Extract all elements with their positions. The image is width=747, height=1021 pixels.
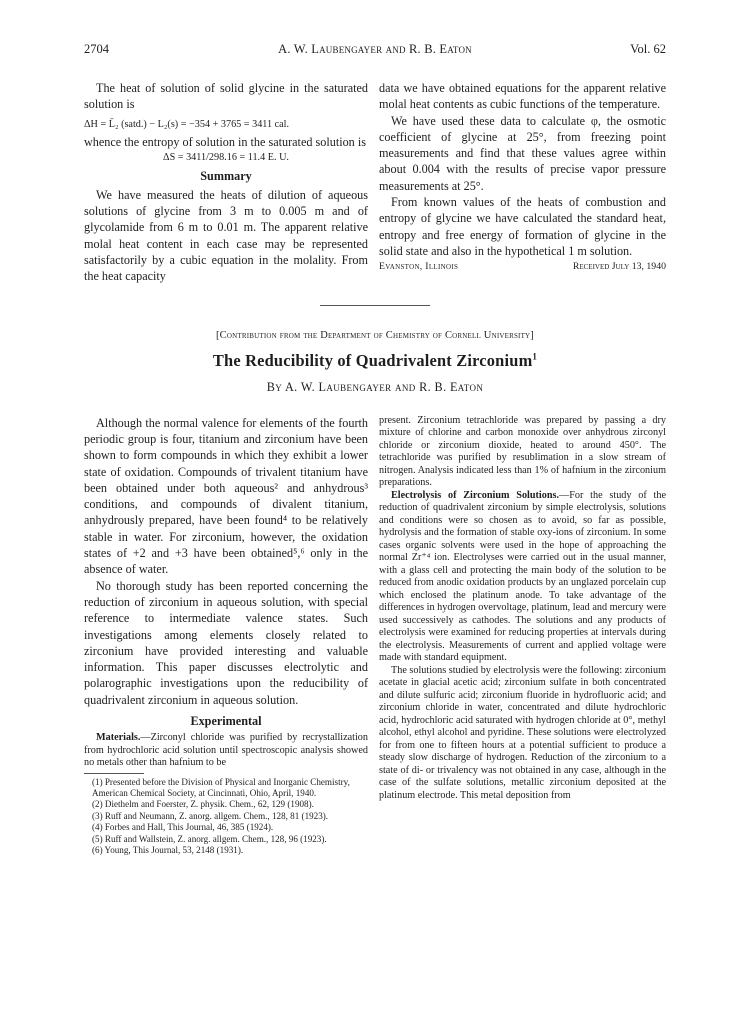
- footnote-6: (6) Young, This Journal, 53, 2148 (1931).: [92, 844, 244, 855]
- running-head: [84, 42, 666, 62]
- electrolysis-text: —For the study of the reduction of quadrivalent zirconium by simple electrolysis, solutions and conditions were so chosen as to avoid, so far as possible, hydrolysis and the formation of stable oxy-ions of zirconium. In some cases organic solvents were used in the hope of approaching the normal Zr⁺⁴ ion. Electrolyses were carried out in the usual manner, with a glass cell and protecting the main body of the solution to be reduced from anodic oxidation products by an unglazed porcelain cup which enclosed the platinum anode. To take advantage of the differences in hydrogen overvoltage, platinum, lead and mercury were used successively as cathodes. The solutions and any products of electrolysis were examined for reducing properties at intervals during the electrolysis. Measurements of current and applied voltage were made with standard equipment.: [379, 489, 667, 664]
- place: Evanston, Illinois: [379, 261, 459, 273]
- entropy-text: whence the entropy of solution in the saturated solution is: [84, 134, 366, 149]
- solutions-paragraph: The solutions studied by electrolysis were the following: zirconium acetate in glacial acetic acid; zirconium sulfate in both concentrated and dilute sulfuric acid; zirconium fluoride in hydrofluoric acid; and zirconium chloride in water, concentrated and dilute hydrochloric acid, hydrochloric acid saturated with hydrogen chloride at 0°, methyl alcohol, ethyl alcohol and pyridine. These solutions were electrolyzed for from one to fifteen hours at a potential sufficient to produce a steady slow discharge of hydrogen. Reduction of the zirconium to a state of di- or trivalency was not obtained in any case, although in the case of the sulfate solutions, metallic zirconium deposited at the platinum electrode. This metal deposition from: [379, 664, 667, 801]
- combustion-paragraph: From known values of the heats of combustion and entropy of glycine we have calculated the standard heat, entropy and free energy of formation of glycine in the solid state and also in the hypothetical 1 m solution.: [379, 195, 666, 258]
- article-body: [84, 415, 666, 857]
- materials-label: Materials.: [96, 732, 141, 744]
- summary-heading: Summary: [200, 168, 252, 183]
- place-received-line: [379, 259, 666, 275]
- received-date: Received July 13, 1940: [572, 261, 666, 273]
- footnotes: [84, 777, 368, 857]
- article-right-column: [379, 415, 666, 857]
- footnote-rule: [84, 773, 144, 774]
- article-title: [84, 351, 666, 371]
- preparation-paragraph: present. Zirconium tetrachloride was prepared by passing a dry mixture of chlorine and carbon monoxide over anhydrous zirconyl chloride or zirconium dioxide, heated to around 450°. The tetrachloride was purified by resublimation in a slow stream of nitrogen. Analysis indicated less than 1% of hafnium in the zirconium preparations.: [379, 414, 666, 489]
- article-left-column: [84, 415, 368, 857]
- summary-continued: data we have obtained equations for the apparent relative molal heat contents as cubic functions of the temperature.: [379, 81, 666, 112]
- materials-paragraph: [84, 732, 368, 770]
- summary-paragraph: We have measured the heats of dilution of aqueous solutions of glycine from 3 m to 0.005 m and of glycolamide from 6 m to 0.01 m. The apparent relative molal heat content in each case may be represented satisfactorily by a cubic equation in the molality. From the heat capacity: [84, 187, 368, 284]
- equation-heat: ΔH = L̄₂ (satd.) − L₂(s) = −354 + 3765 = 3411 cal.: [84, 118, 290, 130]
- journal-page: [84, 42, 666, 856]
- equation-entropy: ΔS = 3411/298.16 = 11.4 E. U.: [163, 151, 289, 163]
- footnote-4: (4) Forbes and Hall, This Journal, 46, 385 (1924).: [92, 822, 274, 833]
- intro-paragraph-2: No thorough study has been reported concerning the reduction of zirconium in aqueous solution, with special reference to intermediate valence states. Such investigations among elements closely related to zirconium have provided interesting and valuable information. This paper discusses electrolytic and polarographic investigations upon the reducibility of quadrivalent zirconium in aqueous solution.: [84, 578, 368, 707]
- running-head-authors: A. W. Laubengayer and R. B. Eaton: [278, 42, 472, 56]
- page-number: 2704: [84, 42, 109, 56]
- heat-of-solution-text: The heat of solution of solid glycine in the saturated solution is: [84, 81, 368, 112]
- intro-paragraph-1: Although the normal valence for elements of the fourth periodic group is four, titanium and zirconium have been shown to form compounds in which they exhibit a lower state of oxidation. Compounds of trivalent titanium have been obtained under both aqueous² and anhydrous³ conditions, and compounds of divalent titanium, anhydrously prepared, have been found⁴ to be relatively stable in water. For zirconium, however, the oxidation states of +2 and +3 have been obtained⁵,⁶ only in the absence of water.: [84, 415, 368, 577]
- article-title-text: The Reducibility of Quadrivalent Zirconium: [212, 350, 533, 370]
- article-byline: By A. W. Laubengayer and R. B. Eaton: [266, 379, 484, 394]
- previous-article-end: [84, 80, 666, 285]
- volume-label: Vol. 62: [630, 42, 666, 56]
- footnote-3: (3) Ruff and Neumann, Z. anorg. allgem. Chem., 128, 81 (1923).: [92, 810, 329, 821]
- footnote-1: (1) Presented before the Division of Physical and Inorganic Chemistry, American Chemical Society, at Cincinnati, Ohio, April, 1940.: [92, 776, 350, 798]
- contribution-line: [Contribution from the Department of Chemistry of Cornell University]: [215, 329, 535, 341]
- materials-text: —Zirconyl chloride was purified by recrystallization from hydrochloric acid solution until spectroscopic analysis showed no metals other than hafnium to be: [84, 732, 368, 769]
- osmotic-paragraph: We have used these data to calculate φ, the osmotic coefficient of glycine at 25°, from freezing point measurements and find that these values agree within about 0.004 with the results of precise vapor pressure measurements at 25°.: [379, 113, 666, 193]
- electrolysis-paragraph: [379, 490, 666, 665]
- title-footnote-mark: 1: [532, 351, 538, 362]
- experimental-heading: Experimental: [190, 714, 262, 729]
- footnote-5: (5) Ruff and Wallstein, Z. anorg. allgem. Chem., 128, 96 (1923).: [92, 833, 327, 844]
- article-separator: [320, 305, 430, 306]
- footnote-2: (2) Diethelm and Foerster, Z. physik. Chem., 62, 129 (1908).: [92, 799, 314, 810]
- prev-left-column: [84, 80, 368, 285]
- prev-right-column: [379, 80, 666, 285]
- electrolysis-label: Electrolysis of Zirconium Solutions.: [391, 489, 560, 501]
